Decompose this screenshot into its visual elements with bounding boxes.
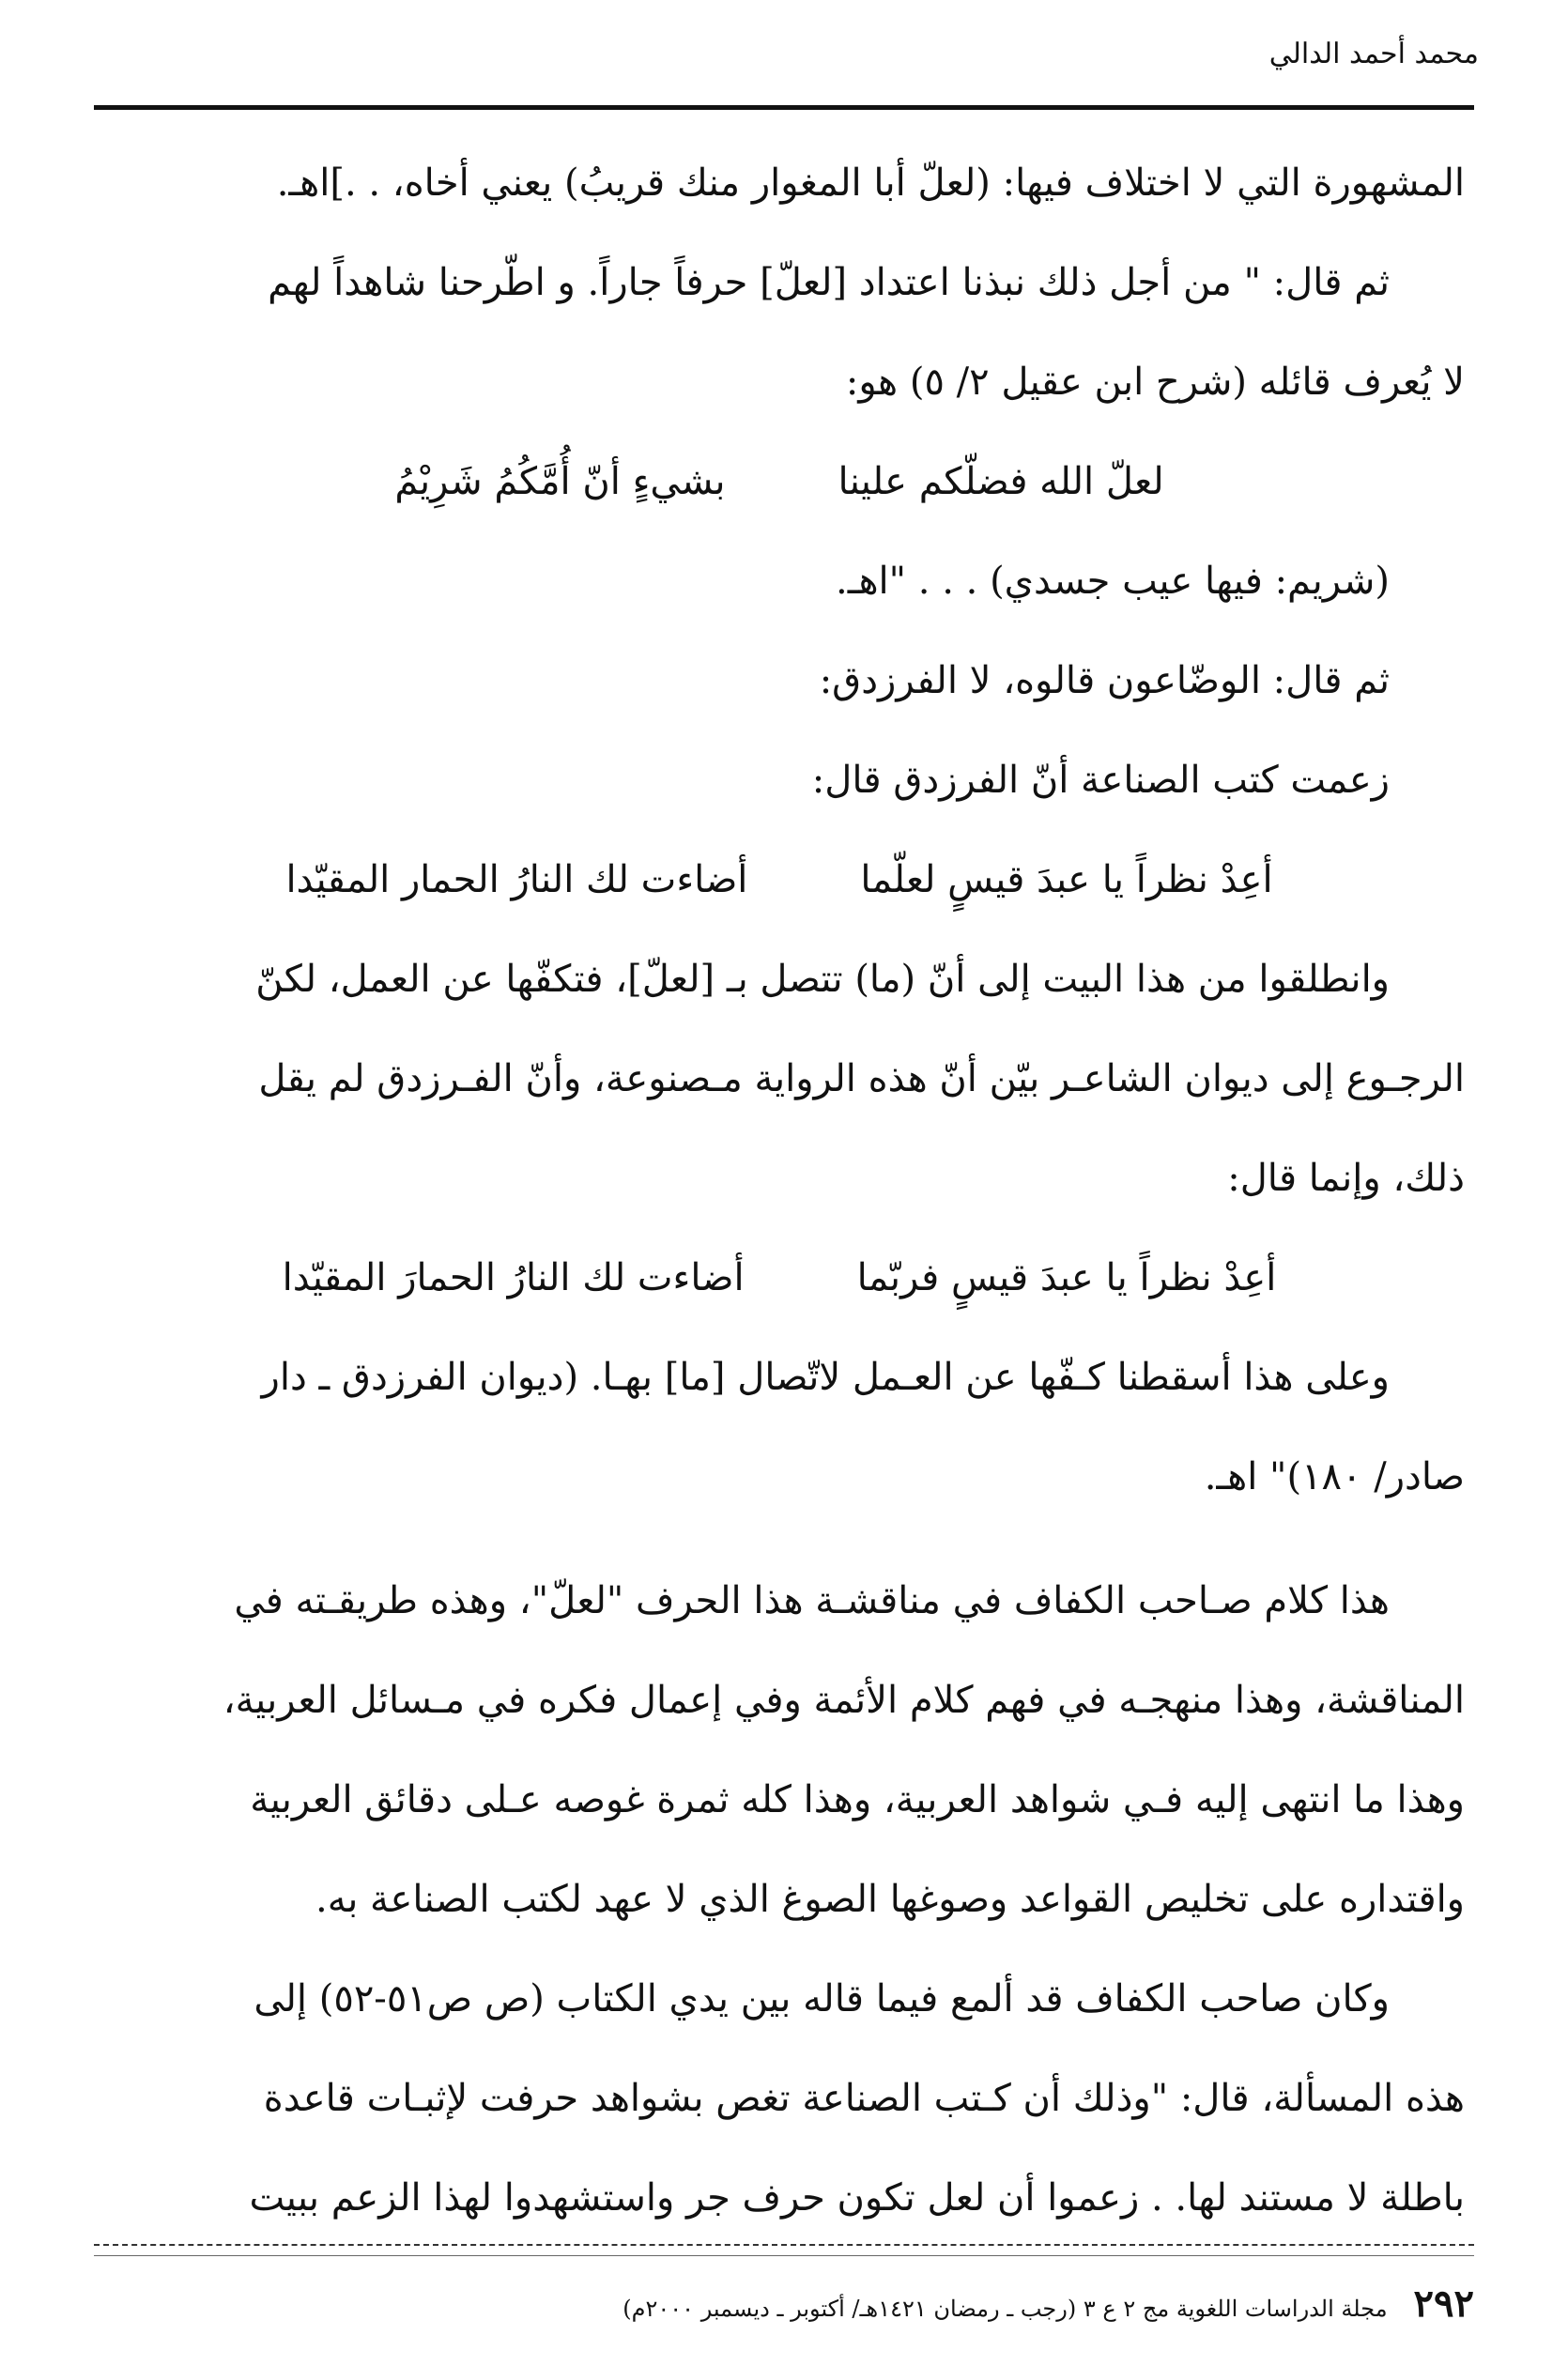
- text-line: لا يُعرف قائله (شرح ابن عقيل ٢/ ٥) هو:: [845, 361, 1465, 404]
- poetry-verse: [94, 830, 1465, 930]
- text-line: وهذا ما انتهى إليه فـي شواهد العربية، وهذا كله ثمرة غوصه عـلى دقائق العربية: [250, 1778, 1465, 1821]
- page-number: ٢٩٢: [1413, 2282, 1474, 2326]
- text-line: صادر/ ١٨٠)" اهـ.: [1204, 1455, 1465, 1498]
- text-line: وكان صاحب الكفاف قد ألمع فيما قاله بين يدي الكتاب (ص ص٥١-٥٢) إلى: [254, 1977, 1390, 2020]
- footer-rule: [94, 2244, 1474, 2246]
- text-line: (شريم: فيها عيب جسدي) . . . "اهـ.: [836, 560, 1390, 603]
- body-text: [94, 133, 1465, 2248]
- text-line: وانطلقوا من هذا البيت إلى أنّ (ما) تتصل بـ [لعلّ]، فتكفّها عن العمل، لكنّ: [255, 958, 1390, 1001]
- verse-hemistich-first: أعِدْ نظراً يا عبدَ قيسٍ لعلّما: [860, 858, 1273, 901]
- verse-hemistich-first: أعِدْ نظراً يا عبدَ قيسٍ فربّما: [856, 1256, 1277, 1299]
- footer-rule: [94, 2255, 1474, 2256]
- verse-hemistich-second: أضاءت لك النارُ الحمار المقيّدا: [285, 858, 748, 901]
- verse-hemistich-second: بشيءٍ أنّ أُمَّكُمُ شَرِيْمُ: [394, 460, 726, 503]
- text-line: زعمت كتب الصناعة أنّ الفرزدق قال:: [811, 759, 1390, 802]
- verse-hemistich-first: لعلّ الله فضلّكم علينا: [838, 460, 1164, 503]
- poetry-verse: [94, 1228, 1465, 1328]
- poetry-verse: [94, 432, 1465, 531]
- text-line: هذا كلام صـاحب الكفاف في مناقشـة هذا الحرف "لعلّ"، وهذه طريقـته في: [234, 1579, 1390, 1622]
- journal-citation: مجلة الدراسات اللغوية مج ٢ ع ٣ (رجب ـ رمضان ١٤٢١هـ/ أكتوبر ـ ديسمبر ٢٠٠٠م): [623, 2296, 1388, 2322]
- text-line: ثم قال: الوضّاعون قالوه، لا الفرزدق:: [819, 659, 1390, 702]
- text-line: ثم قال: " من أجل ذلك نبذنا اعتداد [لعلّ] حرفاً جاراً. و اطّرحنا شاهداً لهم: [268, 261, 1390, 304]
- text-line: باطلة لا مستند لها. . زعموا أن لعل تكون حرف جر واستشهدوا لهذا الزعم ببيت: [249, 2176, 1465, 2220]
- running-header-author: محمد أحمد الدالي: [1268, 38, 1479, 70]
- text-line: المشهورة التي لا اختلاف فيها: (لعلّ أبا المغوار منك قريبُ) يعني أخاه، . .]اهـ.: [276, 161, 1465, 205]
- text-line: المناقشة، وهذا منهجـه في فهم كلام الأئمة وفي إعمال فكره في مـسائل العربية،: [223, 1679, 1465, 1722]
- text-line: وعلى هذا أسقطنا كـفّها عن العـمل لاتّصال [ما] بهـا. (ديوان الفرزدق ـ دار: [261, 1356, 1390, 1399]
- page-footer: [94, 2282, 1474, 2326]
- text-line: ذلك، وإنما قال:: [1227, 1157, 1465, 1200]
- header-rule: [94, 105, 1474, 110]
- text-line: الرجـوع إلى ديوان الشاعـر بيّن أنّ هذه الرواية مـصنوعة، وأنّ الفـرزدق لم يقل: [258, 1057, 1465, 1100]
- verse-hemistich-second: أضاءت لك النارُ الحمارَ المقيّدا: [282, 1256, 745, 1299]
- paragraph-gap: [94, 1527, 1465, 1551]
- text-line: واقتداره على تخليص القواعد وصوغها الصوغ الذي لا عهد لكتب الصناعة به.: [315, 1878, 1465, 1921]
- text-line: هذه المسألة، قال: "وذلك أن كـتب الصناعة تغص بشواهد حرفت لإثبـات قاعدة: [263, 2077, 1465, 2120]
